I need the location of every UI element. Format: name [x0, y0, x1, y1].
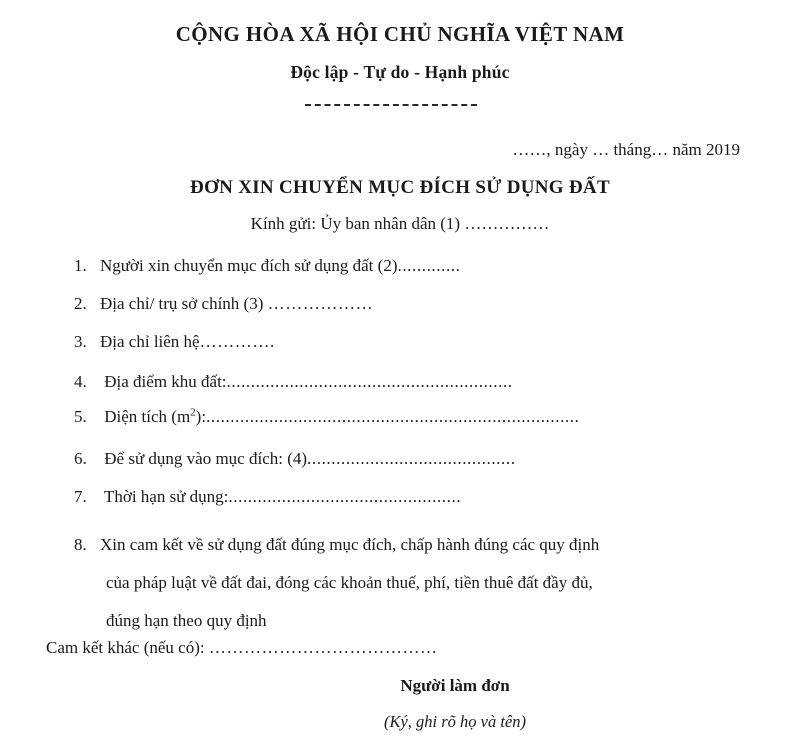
commitment-text-1: Xin cam kết về sử dụng đất đúng mục đích, chấp hành đúng các quy định — [100, 535, 600, 554]
item-number: 4. — [74, 372, 87, 391]
item-label: Diện tích (m — [100, 407, 191, 426]
item-dotted-fill[interactable]: ……………… — [267, 294, 374, 313]
form-item-5 — [74, 407, 580, 427]
form-item-3 — [74, 332, 275, 352]
addressee-line: Kính gửi: Ủy ban nhân dân (1) …………… — [250, 214, 550, 233]
item-dotted-fill[interactable]: …………. — [199, 332, 275, 351]
commitment-line-3: đúng hạn theo quy định — [106, 611, 267, 630]
form-item-8-commitment — [74, 526, 754, 640]
item-label: Để sử dụng vào mục đích: (4) — [100, 449, 308, 468]
item-label: Địa chỉ liên hệ — [100, 332, 200, 351]
item-number: 3. — [74, 332, 87, 351]
item-label-suffix: ): — [195, 407, 207, 426]
header-separator-rule — [305, 104, 477, 106]
item-label: Địa điểm khu đất: — [100, 372, 227, 391]
item-dotted-fill[interactable]: ........................................... — [307, 449, 516, 468]
national-title: CỘNG HÒA XÃ HỘI CHỦ NGHĨA VIỆT NAM — [175, 22, 625, 46]
form-item-4 — [74, 372, 513, 392]
other-commitment-dotted-fill[interactable]: ………………………………… — [208, 638, 438, 657]
item-number: 1. — [74, 256, 87, 275]
item-dotted-fill[interactable]: ........................................................... — [226, 372, 513, 391]
other-commitment-line — [46, 638, 438, 658]
item-label: Địa chỉ/ trụ sở chính (3) — [100, 294, 268, 313]
date-line: ……, ngày … tháng… năm 2019 — [512, 140, 740, 159]
item-number: 2. — [74, 294, 87, 313]
other-commitment-label: Cam kết khác (nếu có): — [46, 638, 209, 657]
item-number: 6. — [74, 449, 87, 468]
item-dotted-fill[interactable]: ............. — [397, 256, 461, 275]
signature-title: Người làm đơn — [400, 676, 510, 695]
signature-note: (Ký, ghi rõ họ và tên) — [383, 712, 527, 731]
page-title: ĐƠN XIN CHUYỂN MỤC ĐÍCH SỬ DỤNG ĐẤT — [190, 177, 610, 198]
item-number: 5. — [74, 407, 87, 426]
form-item-6 — [74, 449, 516, 469]
item-label: Người xin chuyển mục đích sử dụng đất (2) — [100, 256, 398, 275]
national-motto: Độc lập - Tự do - Hạnh phúc — [290, 62, 510, 82]
commitment-line-2: của pháp luật về đất đai, đóng các khoản thuế, phí, tiền thuê đất đầy đủ, — [106, 573, 593, 592]
square-meter-exponent: 2 — [190, 406, 196, 419]
form-item-7 — [74, 487, 461, 507]
item-dotted-fill[interactable]: ................................................ — [228, 487, 462, 506]
commitment-line-1 — [74, 526, 754, 564]
item-number: 7. — [74, 487, 87, 506]
item-number: 8. — [74, 535, 87, 554]
item-dotted-fill[interactable]: ............................................................................. — [206, 407, 580, 426]
item-label: Thời hạn sử dụng: — [100, 487, 229, 506]
form-item-1 — [74, 256, 461, 276]
form-item-2 — [74, 294, 373, 314]
